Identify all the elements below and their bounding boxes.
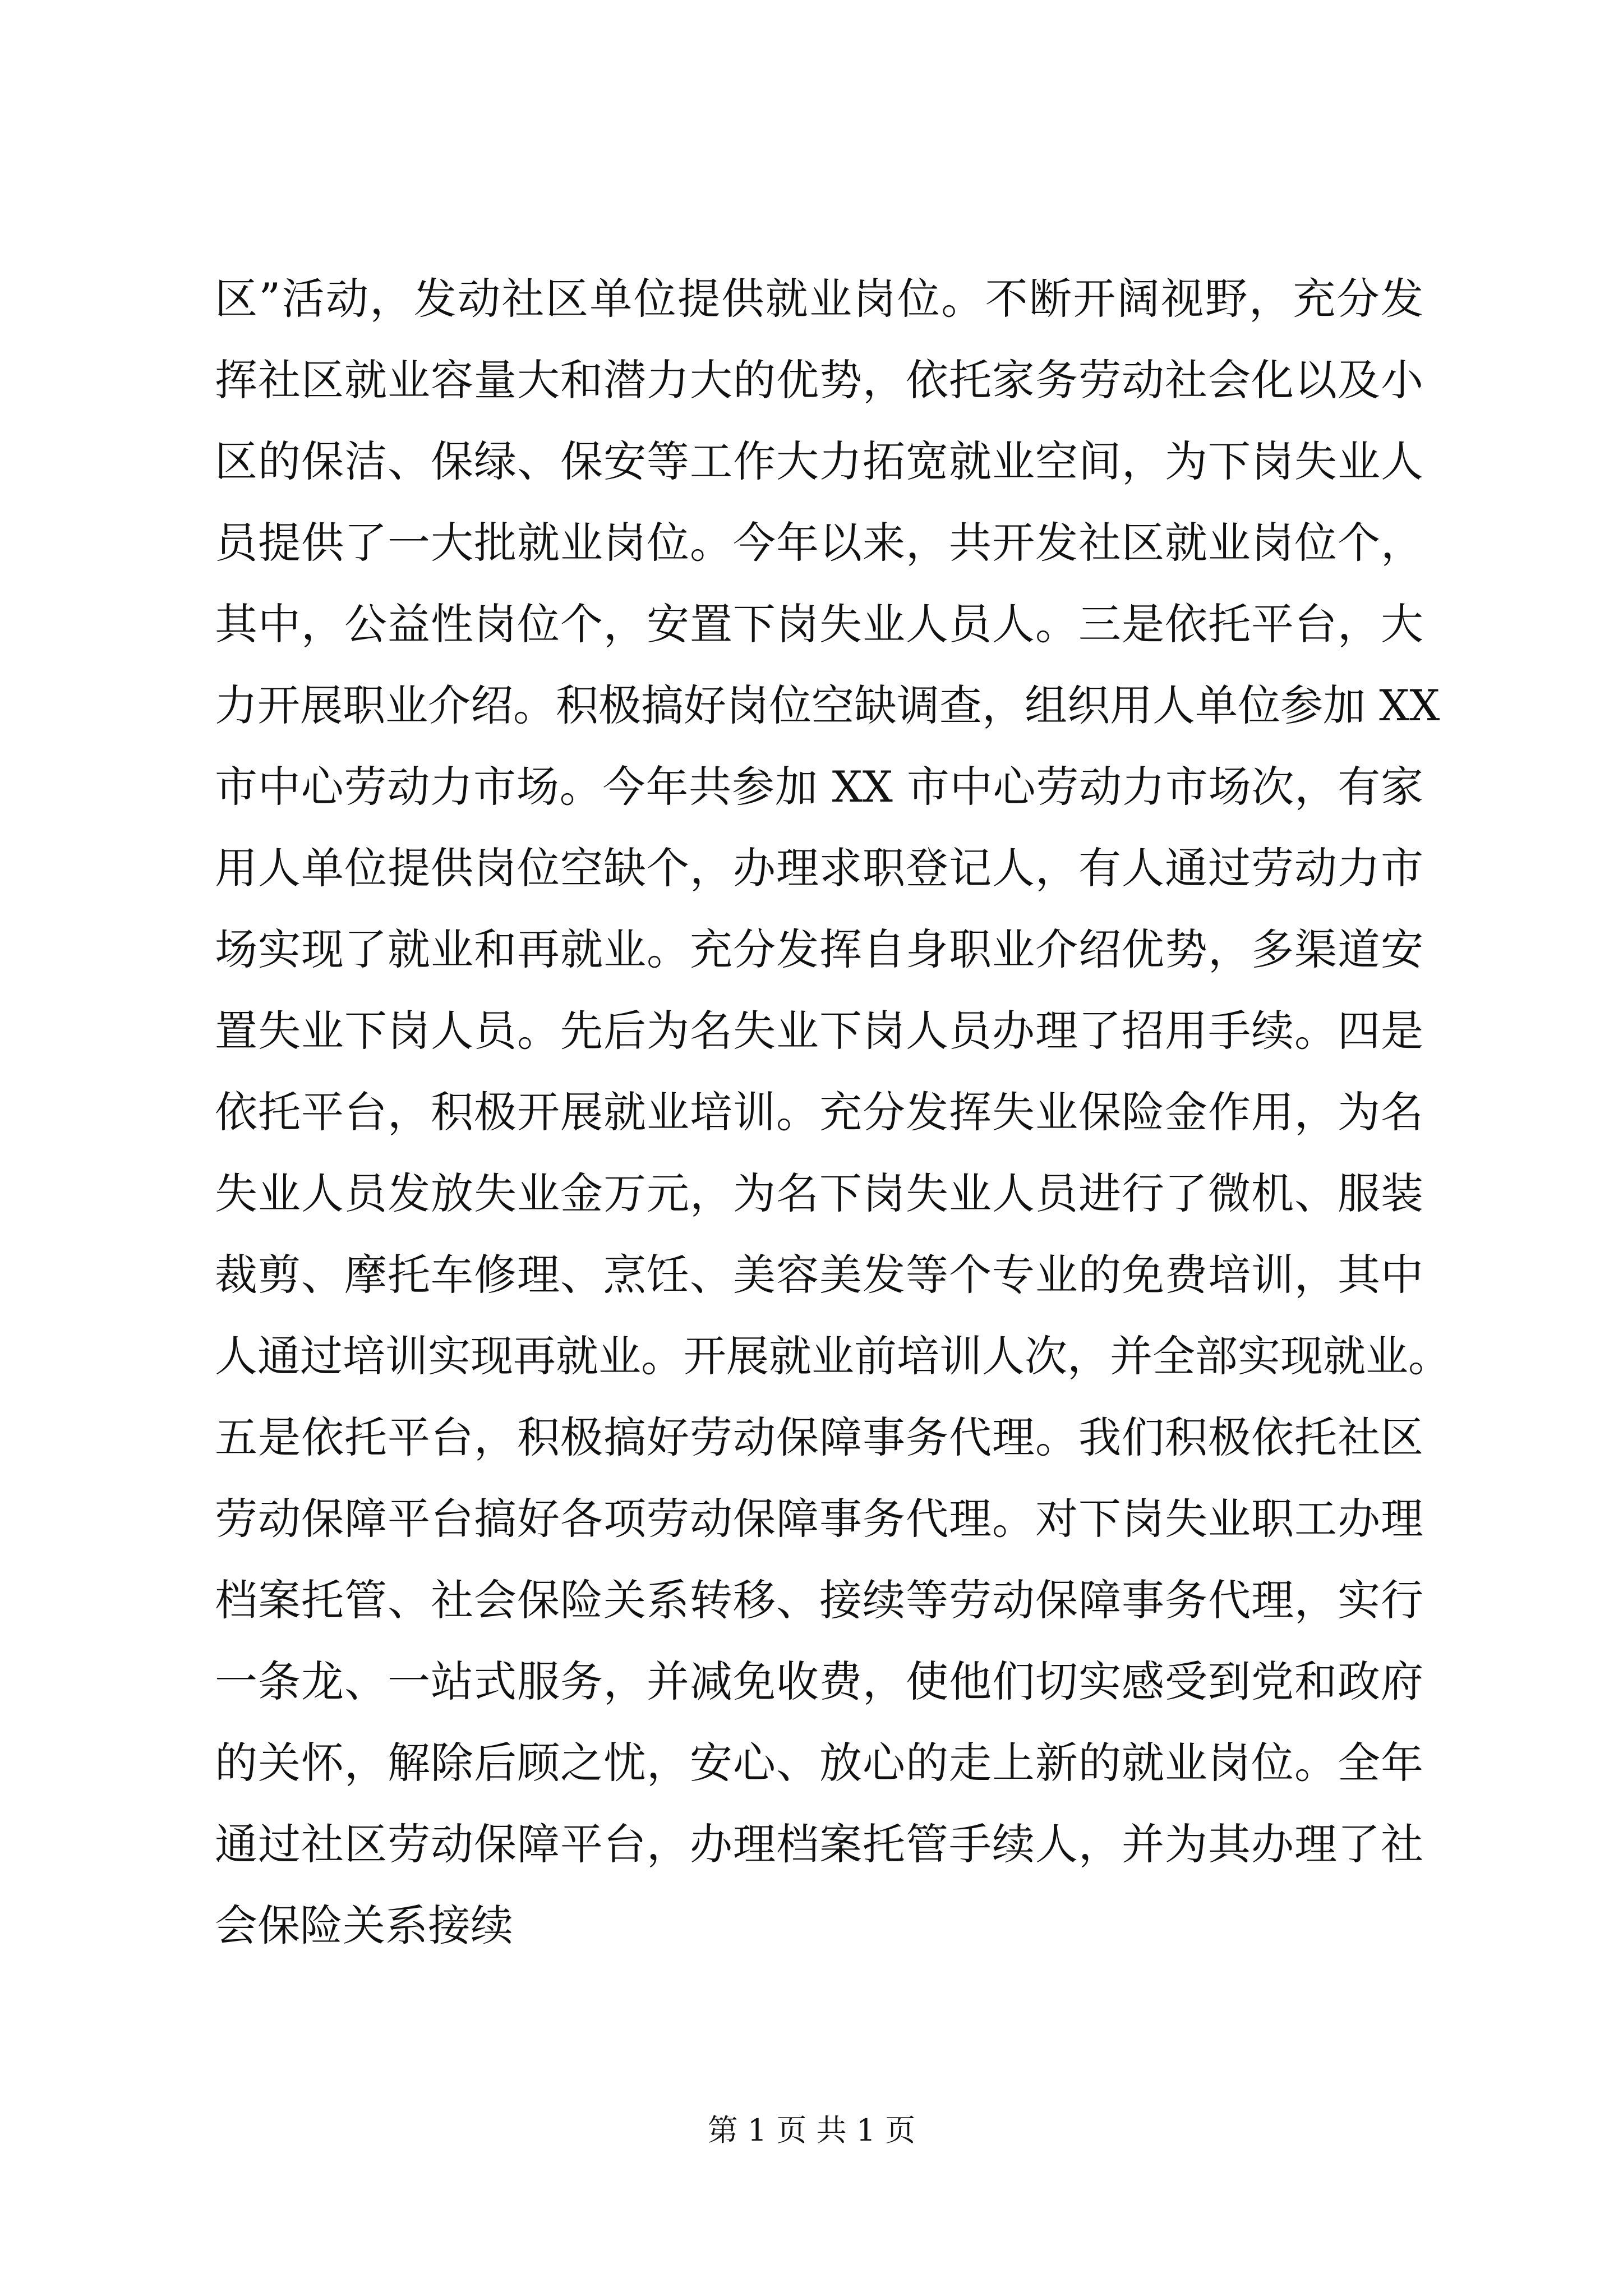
text-line-19: 的关怀，解除后顾之忧，安心、放心的走上新的就业岗位。全年 xyxy=(215,1738,1423,1788)
text-line-16: 劳动保障平台搞好各项劳动保障事务代理。对下岗失业职工办理 xyxy=(215,1494,1423,1544)
text-line-21: 会保险关系接续 xyxy=(215,1901,513,1950)
text-line-10: 置失业下岗人员。先后为名失业下岗人员办理了招用手续。四是 xyxy=(215,1006,1423,1056)
text-line-20: 通过社区劳动保障平台，办理档案托管手续人，并为其办理了社 xyxy=(215,1819,1423,1869)
text-line-17: 档案托管、社会保险关系转移、接续等劳动保障事务代理，实行 xyxy=(215,1575,1423,1625)
text-line-15: 五是依托平台，积极搞好劳动保障事务代理。我们积极依托社区 xyxy=(215,1412,1423,1462)
text-line-11: 依托平台，积极开展就业培训。充分发挥失业保险金作用，为名 xyxy=(215,1087,1423,1137)
text-line-7: 市中心劳动力市场。今年共参加 XX 市中心劳动力市场次，有家 xyxy=(215,762,1423,812)
text-line-5: 其中，公益性岗位个，安置下岗失业人员人。三是依托平台，大 xyxy=(215,599,1423,649)
text-line-9: 场实现了就业和再就业。充分发挥自身职业介绍优势，多渠道安 xyxy=(215,924,1423,974)
text-line-1: 区”活动，发动社区单位提供就业岗位。不断开阔视野，充分发 xyxy=(215,274,1423,324)
page-number-footer: 第 1 页 共 1 页 xyxy=(707,2113,916,2148)
body-text xyxy=(215,258,1451,1966)
text-line-18: 一条龙、一站式服务，并减免收费，使他们切实感受到党和政府 xyxy=(215,1657,1423,1706)
text-line-12: 失业人员发放失业金万元，为名下岗失业人员进行了微机、服装 xyxy=(215,1168,1423,1218)
text-line-14: 人通过培训实现再就业。开展就业前培训人次，并全部实现就业。 xyxy=(215,1331,1451,1381)
text-line-6: 力开展职业介绍。积极搞好岗位空缺调查，组织用人单位参加 XX xyxy=(215,680,1440,730)
text-line-4: 员提供了一大批就业岗位。今年以来，共开发社区就业岗位个， xyxy=(215,518,1423,568)
text-line-8: 用人单位提供岗位空缺个，办理求职登记人，有人通过劳动力市 xyxy=(215,843,1423,893)
text-line-2: 挥社区就业容量大和潜力大的优势，依托家务劳动社会化以及小 xyxy=(215,355,1423,405)
text-line-3: 区的保洁、保绿、保安等工作大力拓宽就业空间，为下岗失业人 xyxy=(215,436,1423,486)
text-line-13: 裁剪、摩托车修理、烹饪、美容美发等个专业的免费培训，其中 xyxy=(215,1250,1423,1300)
